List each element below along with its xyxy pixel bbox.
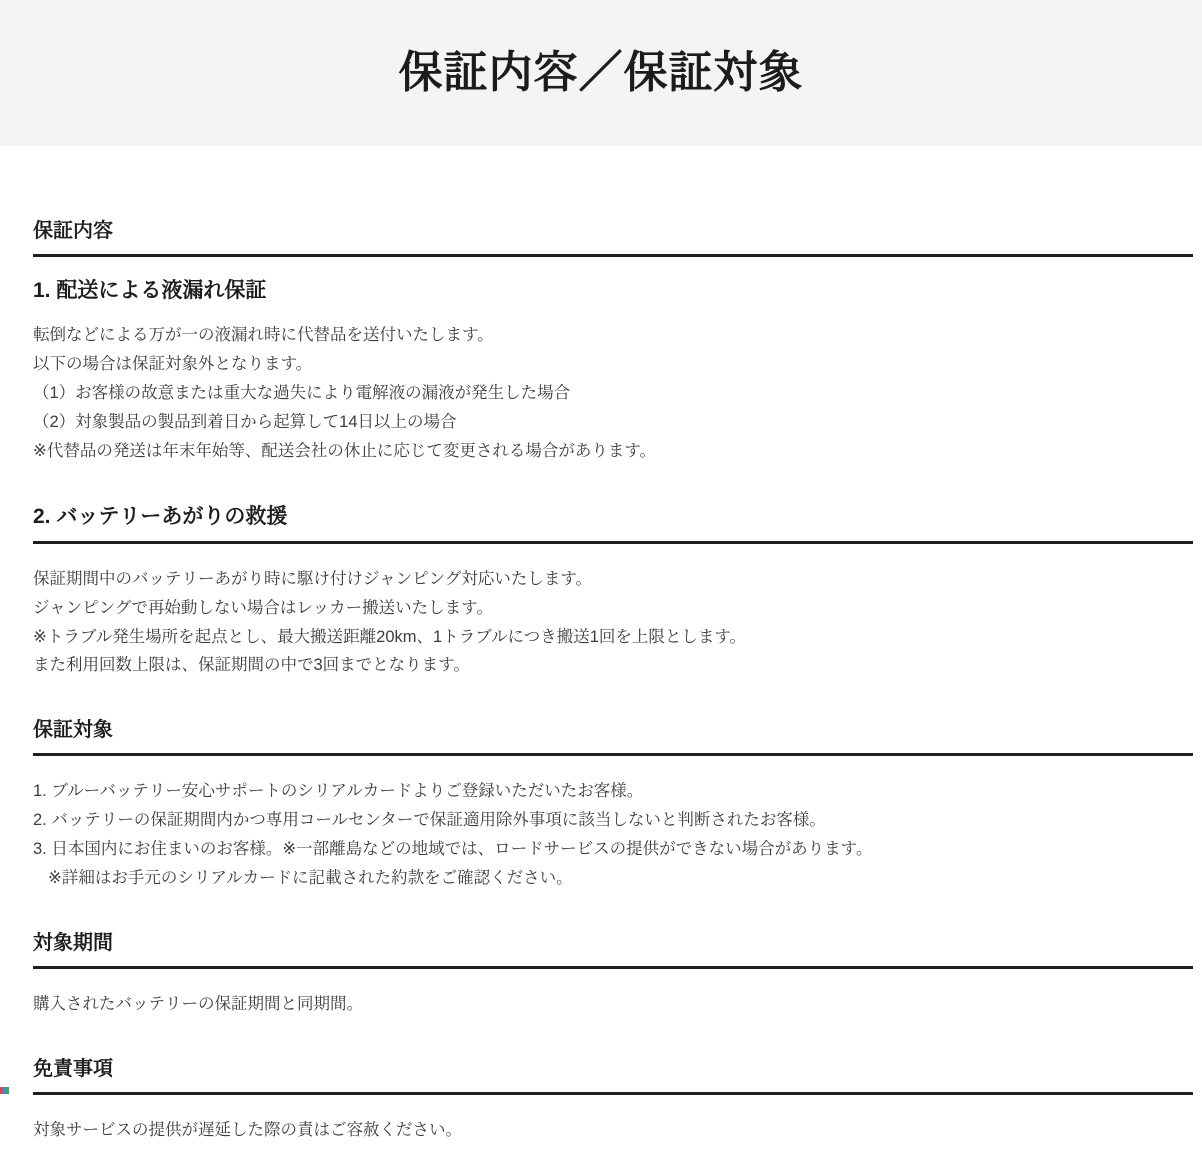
- hero-banner: [0, 0, 1202, 146]
- warranty-target-list: [33, 777, 1193, 893]
- subheading-leakage-warranty: 1. 配送による液漏れ保証: [33, 279, 267, 302]
- disclaimer-heading: 免責事項: [33, 1057, 1193, 1095]
- target-period-heading: 対象期間: [33, 931, 1193, 969]
- disclaimer-body: [33, 1116, 1193, 1145]
- target-period-body: [33, 990, 1193, 1019]
- content-area: [0, 146, 1202, 1175]
- paragraph: ジャンピングで再始動しない場合はレッカー搬送いたします。: [33, 598, 493, 617]
- section-warranty-content: [33, 219, 1193, 680]
- section-disclaimer: [33, 1057, 1193, 1145]
- page-title: 保証内容／保証対象: [398, 47, 804, 97]
- list-item: 3. 日本国内にお住まいのお客様。※一部離島などの地域では、ロードサービスの提供ができない場合があります。: [33, 840, 873, 858]
- paragraph: （2）対象製品の製品到着日から起算して14日以上の場合: [33, 412, 457, 431]
- paragraph: また利用回数上限は、保証期間の中で3回までとなります。: [33, 656, 470, 675]
- paragraph: 購入されたバッテリーの保証期間と同期間。: [33, 994, 363, 1013]
- section-warranty-target: [33, 718, 1193, 893]
- leakage-warranty-body: [33, 321, 1193, 465]
- paragraph: 保証期間中のバッテリーあがり時に駆け付けジャンピング対応いたします。: [33, 569, 593, 588]
- list-note: ※詳細はお手元のシリアルカードに記載された約款をご確認ください。: [48, 868, 573, 887]
- warranty-target-heading: 保証対象: [33, 718, 1193, 756]
- list-item: 1. ブルーバッテリー安心サポートのシリアルカードよりご登録いただいたお客様。: [33, 782, 644, 801]
- paragraph: 以下の場合は保証対象外となります。: [33, 355, 313, 374]
- paragraph: ※代替品の発送は年末年始等、配送会社の休止に応じて変更される場合があります。: [33, 441, 657, 460]
- subheading-battery-rescue: 2. バッテリーあがりの救援: [33, 504, 1193, 544]
- icon-fragment: [6, 1087, 9, 1094]
- battery-rescue-body: [33, 565, 1193, 681]
- paragraph: ※トラブル発生場所を起点とし、最大搬送距離20km、1トラブルにつき搬送1回を上限とします。: [33, 627, 747, 646]
- cutoff-partial-icon: [0, 1087, 10, 1094]
- paragraph: （1）お客様の故意または重大な過失により電解液の漏液が発生した場合: [33, 383, 571, 402]
- warranty-content-heading: 保証内容: [33, 219, 1193, 257]
- paragraph: 対象サービスの提供が遅延した際の責はご容赦ください。: [33, 1120, 462, 1139]
- section-target-period: [33, 931, 1193, 1019]
- list-item: 2. バッテリーの保証期間内かつ専用コールセンターで保証適用除外事項に該当しないと判断されたお客様。: [33, 811, 826, 830]
- paragraph: 転倒などによる万が一の液漏れ時に代替品を送付いたします。: [33, 326, 494, 345]
